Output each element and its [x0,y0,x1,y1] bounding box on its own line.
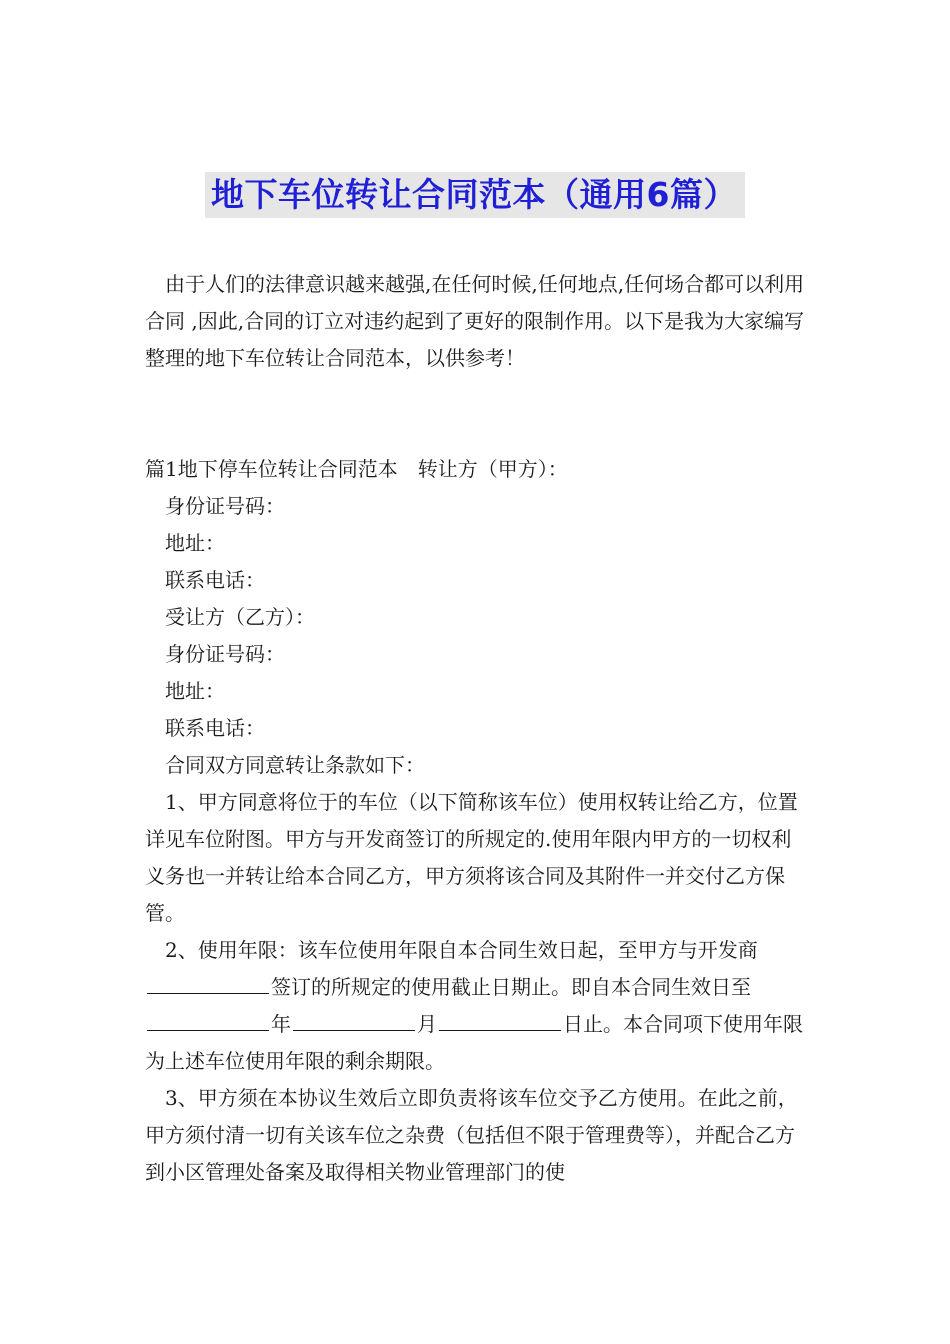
section-1-heading: 篇1地下停车位转让合同范本 转让方（甲方）： [145,457,568,481]
document-title: 地下车位转让合同范本（通用6篇） [205,172,745,218]
clause-2-part-5: 日止。本合同项下使用年限为上述车位使用年限的剩余期限。 [145,1012,803,1073]
intro-paragraph [145,266,810,377]
clause-2-part-1: 2、使用年限：该车位使用年限自本合同生效日起，至甲方与开发商 [165,938,758,962]
party-b-address-line: 地址： [165,679,225,703]
clause-2-part-4: 月 [417,1012,437,1036]
party-a-phone-line: 联系电话： [165,568,265,592]
clause-2-part-2: 签订的所规定的使用截止日期止。即自本合同生效日至 [271,975,751,999]
party-b-id-line: 身份证号码： [165,642,285,666]
clause-2-part-3: 年 [271,1012,291,1036]
title-container [0,172,950,218]
intro-text: 由于人们的法律意识越来越强,在任何时候,任何地点,任何场合都可以利用合同 ,因此,合同的订立对违约起到了更好的限制作用。以下是我为大家编写整理的地下车位转让合同范本，以供参考！ [145,272,805,370]
clause-2 [145,932,810,1080]
blank-month [293,1008,415,1031]
agreement-intro-line: 合同双方同意转让条款如下： [165,753,425,777]
clause-1: 1、甲方同意将位于的车位（以下简称该车位）使用权转让给乙方，位置详见车位附图。甲方与开发商签订的所规定的.使用年限内甲方的一切权利义务也一并转让给本合同乙方，甲方须将该合同及其附件一并交付乙方保管。 [145,790,798,925]
party-b-phone-line: 联系电话： [165,716,265,740]
party-a-id-line: 身份证号码： [165,494,285,518]
section-1 [145,451,810,1191]
blank-day [439,1008,561,1031]
blank-year [147,1008,269,1031]
clause-3: 3、甲方须在本协议生效后立即负责将该车位交予乙方使用。在此之前，甲方须付清一切有关该车位之杂费（包括但不限于管理费等），并配合乙方到小区管理处备案及取得相关物业管理部门的使 [145,1086,798,1184]
blank-developer [147,971,269,994]
party-a-address-line: 地址： [165,531,225,555]
party-b-line: 受让方（乙方）： [165,605,315,629]
